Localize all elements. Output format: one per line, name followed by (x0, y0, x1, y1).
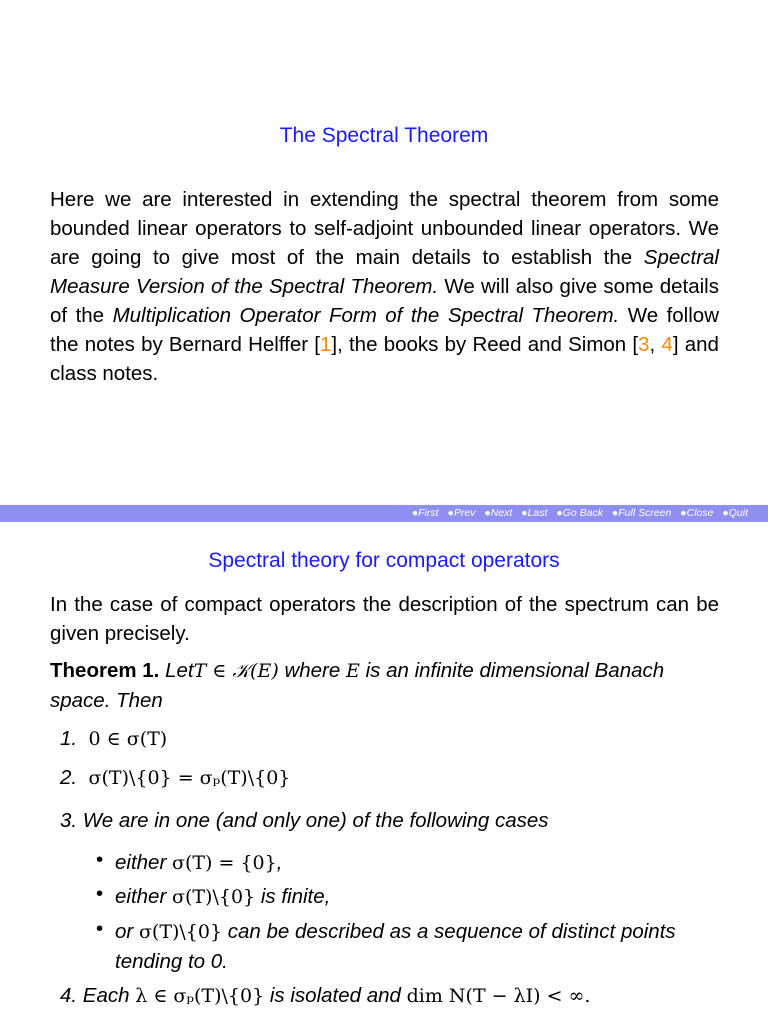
text: Here we are interested in extending the spectral theorem from some bounded linear operators to self-adjoint unbounded linear operators. We are going to give most of the main details to establish the (50, 188, 719, 269)
math: dim N(T − λI) < ∞. (406, 985, 591, 1007)
text: is finite, (260, 885, 331, 908)
math: σ(T)\{0} (138, 921, 223, 943)
list-item: 3. We are in one (and only one) of the following cases (60, 809, 549, 832)
nav-prev-link[interactable]: ●Prev (447, 507, 476, 519)
text: Let (165, 659, 194, 682)
slide-title: Spectral theory for compact operators (208, 549, 560, 572)
compact-intro-paragraph: In the case of compact operators the description of the spectrum can be given precisely. (50, 593, 719, 645)
intro-paragraph (50, 185, 719, 388)
list-item (60, 984, 590, 1008)
emphasis: Spectral Measure Version of the Spectral Theorem. (50, 246, 719, 298)
bullet: • (96, 917, 104, 940)
text: is isolated and (269, 984, 401, 1007)
slide-title: The Spectral Theorem (279, 124, 489, 147)
text: either (115, 885, 167, 908)
item-number: 1. (60, 727, 78, 750)
nav-close-link[interactable]: ●Close (680, 507, 714, 519)
text: , (649, 333, 662, 356)
emphasis: Multiplication Operator Form of the Spectral Theorem. (112, 304, 620, 327)
nav-quit-link[interactable]: ●Quit (722, 507, 748, 519)
text: , (276, 851, 283, 874)
nav-go-back-link[interactable]: ●Go Back (556, 507, 603, 519)
list-item (60, 727, 167, 751)
navigation-bar (0, 505, 768, 522)
citation-link[interactable]: 1 (319, 333, 332, 356)
math: T ∈ 𝒦(E) (193, 660, 279, 682)
math: σ(T)\{0} = σₚ(T)\{0} (88, 767, 291, 789)
math: λ ∈ σₚ(T)\{0} (135, 985, 265, 1007)
text: We will also give some details of the (50, 275, 719, 327)
bullet: • (96, 882, 104, 905)
text: ], the books by Reed and Simon [ (331, 333, 639, 356)
citation-link[interactable]: 3 (638, 333, 650, 356)
text: or (115, 920, 134, 943)
text: where (284, 659, 341, 682)
theorem-label: Theorem 1. (50, 659, 160, 682)
text: We follow the notes by Bernard Helffer [ (50, 304, 719, 356)
slide-1 (0, 0, 768, 505)
item-number: 2. (60, 766, 78, 789)
math: E (346, 660, 360, 682)
text: either (115, 851, 167, 874)
text: ] and class notes. (50, 333, 719, 385)
slide-2 (0, 522, 768, 1024)
math: σ(T) = {0} (171, 852, 277, 874)
text: 4. Each (60, 984, 130, 1007)
citation-link[interactable]: 4 (661, 333, 673, 356)
nav-next-link[interactable]: ●Next (484, 507, 513, 519)
theorem-statement (50, 656, 719, 715)
math: σ(T)\{0} (171, 886, 256, 908)
nav-last-link[interactable]: ●Last (521, 507, 548, 519)
list-item (60, 766, 290, 790)
nav-first-link[interactable]: ●First (411, 507, 439, 519)
text: is an infinite dimensional Banach space. Then (50, 659, 665, 712)
bullet: • (96, 848, 104, 871)
math: 0 ∈ σ(T) (88, 728, 168, 750)
nav-full-screen-link[interactable]: ●Full Screen (611, 507, 672, 519)
text: can be described as a sequence of distinct points tending to 0. (115, 920, 676, 973)
